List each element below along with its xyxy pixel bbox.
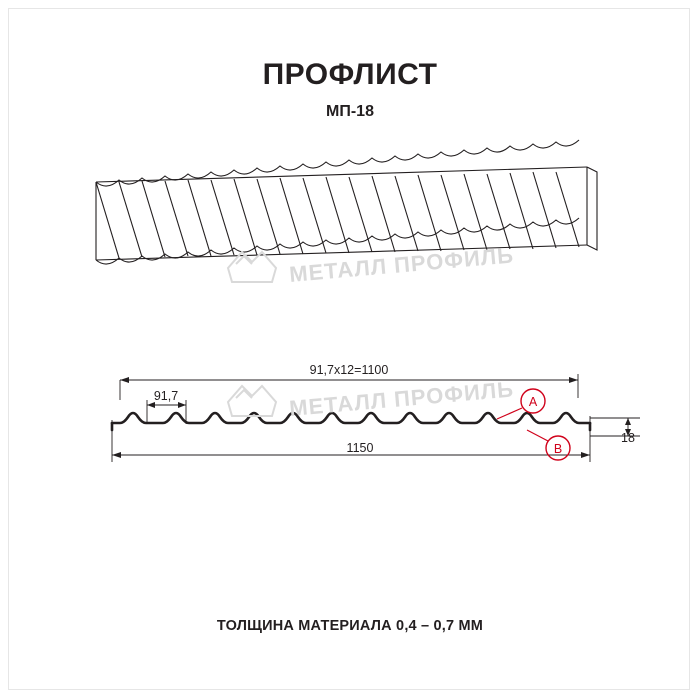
callout-b — [527, 430, 570, 460]
dim-total-width-label: 91,7x12=1100 — [309, 363, 389, 377]
isometric-sheet — [96, 140, 597, 264]
page-title: ПРОФЛИСТ — [262, 58, 438, 91]
callout-b-label: B — [553, 442, 563, 456]
dim-pitch-label: 91,7 — [153, 389, 179, 403]
callout-a-label: A — [528, 395, 538, 409]
material-thickness-note: ТОЛЩИНА МАТЕРИАЛА 0,4 – 0,7 ММ — [216, 618, 484, 634]
svg-text:МЕТАЛЛ ПРОФИЛЬ: МЕТАЛЛ ПРОФИЛЬ — [288, 242, 515, 287]
product-code: МП-18 — [326, 103, 374, 120]
dim-height-label: 18 — [621, 431, 635, 445]
dim-overall-label: 1150 — [346, 441, 374, 455]
svg-text:МЕТАЛЛ ПРОФИЛЬ: МЕТАЛЛ ПРОФИЛЬ — [288, 376, 515, 421]
